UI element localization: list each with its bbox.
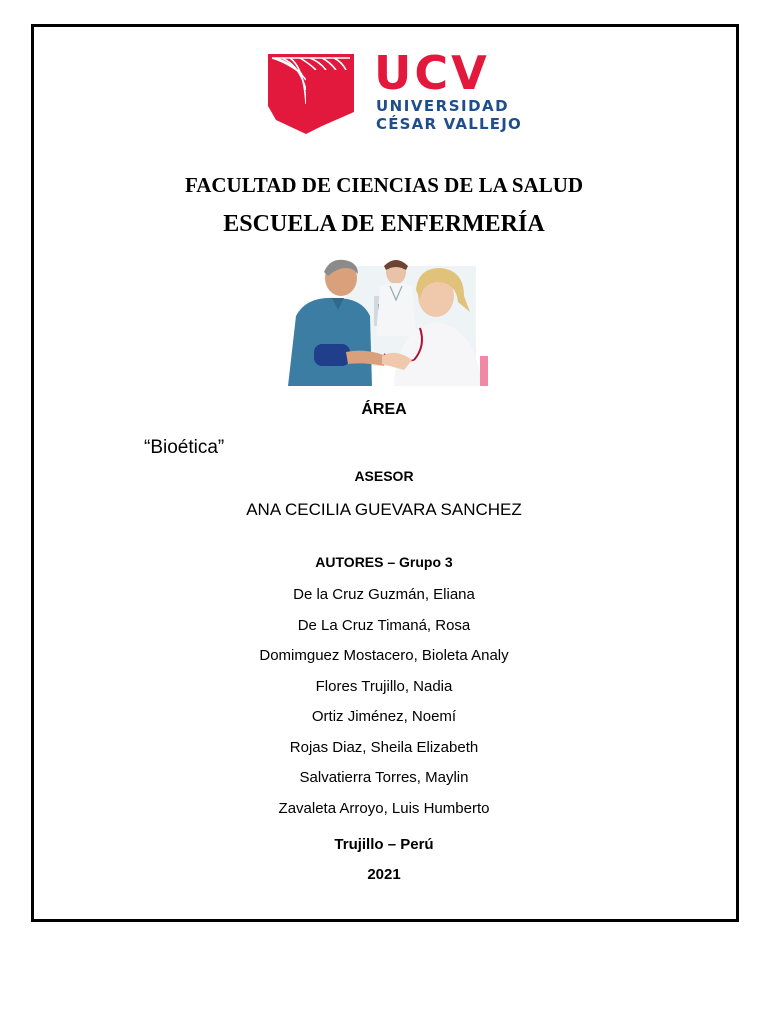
author-item: Rojas Diaz, Sheila Elizabeth (289, 739, 479, 756)
author-item: Zavaleta Arroyo, Luis Humberto (278, 800, 490, 817)
author-item: Salvatierra Torres, Maylin (299, 769, 469, 786)
year: 2021 (367, 866, 401, 883)
advisor-name: ANA CECILIA GUEVARA SANCHEZ (246, 500, 522, 519)
author-item: Ortiz Jiménez, Noemí (311, 708, 457, 725)
author-item: Domimguez Mostacero, Bioleta Analy (259, 647, 509, 664)
logo-line-cesar-vallejo: CÉSAR VALLEJO (376, 115, 522, 133)
logo-wordmark: UCV (374, 46, 490, 100)
author-item: De La Cruz Timaná, Rosa (297, 617, 471, 634)
ucv-shield-logo-icon (266, 50, 356, 136)
area-label: ÁREA (361, 401, 407, 418)
faculty-title: FACULTAD DE CIENCIAS DE LA SALUD (184, 173, 584, 197)
area-value: “Bioética” (144, 437, 225, 458)
advisor-label: ASESOR (354, 468, 414, 484)
author-item: Flores Trujillo, Nadia (315, 678, 453, 695)
authors-label: AUTORES – Grupo 3 (315, 554, 453, 570)
school-title: ESCUELA DE ENFERMERÍA (223, 211, 545, 237)
author-item: De la Cruz Guzmán, Eliana (293, 586, 475, 603)
location: Trujillo – Perú (334, 836, 434, 853)
nurse-patient-photo (286, 256, 488, 386)
logo-line-universidad: UNIVERSIDAD (376, 97, 510, 115)
